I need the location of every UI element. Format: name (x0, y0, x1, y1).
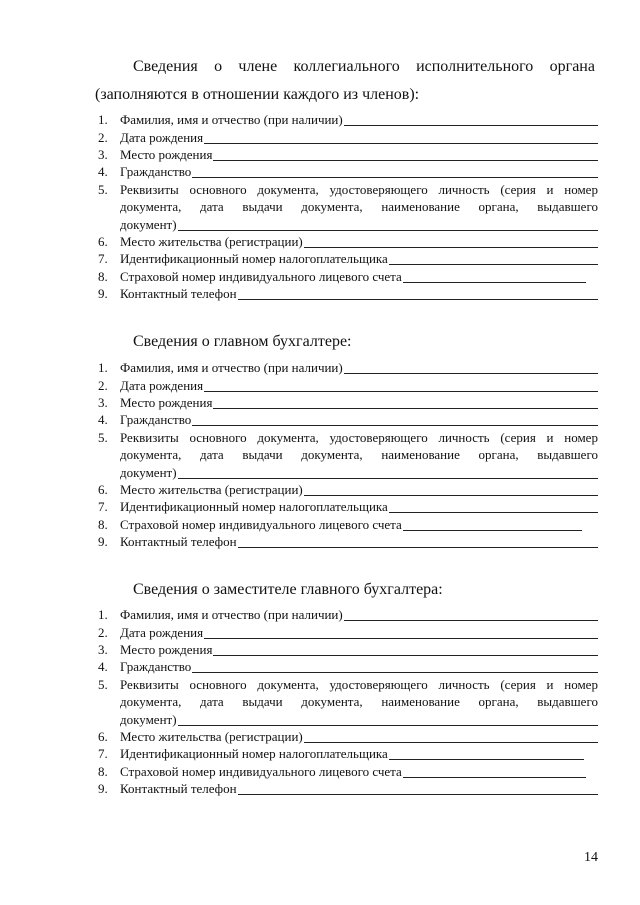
identity-document-blank[interactable] (178, 712, 598, 726)
field-fio: 1. Фамилия, имя и отчество (при наличии) (98, 111, 598, 128)
residence-blank[interactable] (304, 234, 598, 248)
section-1-title (133, 58, 595, 76)
fio-blank[interactable] (344, 360, 598, 374)
page-number: 14 (584, 850, 598, 865)
inn-blank[interactable] (389, 251, 598, 265)
identity-document-blank[interactable] (178, 217, 598, 231)
birth-date-blank[interactable] (204, 625, 598, 639)
field-snils: 8. Страховой номер индивидуального лицевого счета (98, 267, 598, 284)
field-inn: 7. Идентификационный номер налогоплательщика (98, 250, 598, 267)
field-citizenship: 4. Гражданство (98, 411, 598, 428)
section-2-title: Сведения о главном бухгалтере: (133, 333, 352, 350)
field-residence: 6. Место жительства (регистрации) (98, 481, 598, 498)
field-citizenship: 4. Гражданство (98, 658, 598, 675)
field-birth-date: 2. Дата рождения (98, 623, 598, 640)
field-snils: 8. Страховой номер индивидуального лицевого счета (98, 515, 598, 532)
fio-blank[interactable] (344, 112, 598, 126)
field-fio: 1. Фамилия, имя и отчество (при наличии) (98, 359, 598, 376)
birth-place-blank[interactable] (213, 395, 598, 409)
field-inn: 7. Идентификационный номер налогоплательщика (98, 498, 598, 515)
field-inn: 7. Идентификационный номер налогоплательщика (98, 745, 598, 762)
field-identity-document: 5. Реквизиты основного документа, удостоверяющего личность (серия и номер документа, дата выдачи документа, наименование органа, выдавшего документ) (98, 181, 598, 232)
title-word: органа (549, 58, 595, 75)
phone-blank[interactable] (238, 286, 598, 300)
birth-place-blank[interactable] (213, 642, 598, 656)
birth-date-blank[interactable] (204, 130, 598, 144)
residence-blank[interactable] (304, 482, 598, 496)
field-identity-document: 5. Реквизиты основного документа, удостоверяющего личность (серия и номер документа, дата выдачи документа, наименование органа, выдавшего документ) (98, 429, 598, 480)
title-word: коллегиального (293, 58, 400, 75)
snils-blank[interactable] (403, 764, 586, 778)
phone-blank[interactable] (238, 781, 598, 795)
field-birth-place: 3. Место рождения (98, 146, 598, 163)
residence-blank[interactable] (304, 729, 598, 743)
inn-blank[interactable] (389, 499, 598, 513)
citizenship-blank[interactable] (192, 412, 598, 426)
field-phone: 9. Контактный телефон (98, 780, 598, 797)
title-word: о (214, 58, 223, 75)
field-birth-date: 2. Дата рождения (98, 376, 598, 393)
title-word: исполнительного (416, 58, 534, 75)
field-fio: 1. Фамилия, имя и отчество (при наличии) (98, 606, 598, 623)
section-1-subtitle: (заполняются в отношении каждого из членов): (95, 86, 420, 103)
inn-blank[interactable] (389, 746, 584, 760)
birth-date-blank[interactable] (204, 378, 598, 392)
birth-place-blank[interactable] (213, 147, 598, 161)
field-birth-place: 3. Место рождения (98, 394, 598, 411)
field-residence: 6. Место жительства (регистрации) (98, 728, 598, 745)
section-3-title: Сведения о заместителе главного бухгалтера: (133, 581, 443, 598)
field-birth-date: 2. Дата рождения (98, 128, 598, 145)
title-word: члене (238, 58, 278, 75)
field-birth-place: 3. Место рождения (98, 641, 598, 658)
title-word: Сведения (133, 58, 198, 75)
field-snils: 8. Страховой номер индивидуального лицевого счета (98, 762, 598, 779)
phone-blank[interactable] (238, 534, 598, 548)
section-2-form (98, 359, 598, 550)
identity-document-blank[interactable] (178, 465, 598, 479)
fio-blank[interactable] (344, 607, 598, 621)
field-residence: 6. Место жительства (регистрации) (98, 233, 598, 250)
citizenship-blank[interactable] (192, 164, 598, 178)
field-identity-document: 5. Реквизиты основного документа, удостоверяющего личность (серия и номер документа, дата выдачи документа, наименование органа, выдавшего документ) (98, 676, 598, 727)
field-citizenship: 4. Гражданство (98, 163, 598, 180)
field-phone: 9. Контактный телефон (98, 533, 598, 550)
citizenship-blank[interactable] (192, 659, 598, 673)
snils-blank[interactable] (403, 517, 582, 531)
field-phone: 9. Контактный телефон (98, 285, 598, 302)
section-3-form (98, 606, 598, 797)
snils-blank[interactable] (403, 269, 586, 283)
section-1-form (98, 111, 598, 302)
